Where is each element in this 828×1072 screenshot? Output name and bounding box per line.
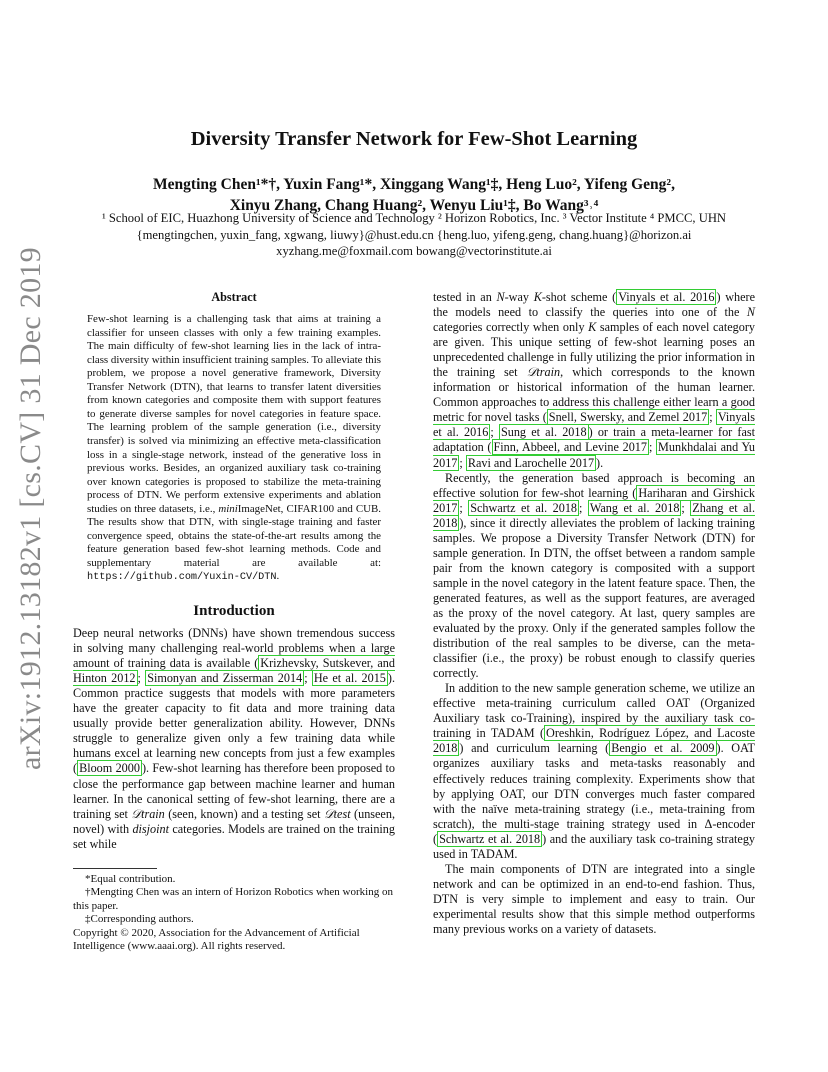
citation-link[interactable]: Vinyals et al. 2016 — [618, 290, 715, 304]
citation-separator: ; — [579, 500, 588, 515]
arxiv-identifier-stamp: arXiv:1912.13182v1 [cs.CV] 31 Dec 2019 — [14, 247, 47, 770]
abstract-text-a: Few-shot learning is a challenging task that aims at training a classifier for unseen classes with only a few training examples. The main difficulty of few-shot learning lies in the lack of intra-class diversity within insufficient training samples. To alleviate this problem, we propose a novel generative framework, Diversity Transfer Network (DTN), that learns to transfer latent diversities from known categories and composite them with support features to generate diverse samples for novel categories in feature space. The learning problem of the sample generation (i.e., diversity transfer) is solved via minimizing an effective meta-classification loss in a single-stage network, instead of the generative loss in previous works. Besides, an organized auxiliary task co-training over known categories is proposed to stabilize the meta-training process of DTN. We perform extensive experiments and ablation studies on three datasets, i.e., — [87, 313, 381, 515]
training-set-symbol: 𝒟train — [526, 365, 561, 380]
right-paragraph-1 — [433, 290, 755, 471]
body-text: ) and curriculum learning ( — [459, 741, 610, 756]
body-text: ) and the auxiliary task co-training strategy used in TADAM. — [433, 831, 756, 861]
left-column — [73, 290, 395, 852]
citation-separator: ; — [490, 425, 499, 440]
citation-separator: ; — [459, 500, 469, 515]
body-text: -way — [504, 290, 534, 304]
introduction-heading: Introduction — [193, 602, 275, 619]
citation-separator: ; — [648, 440, 657, 455]
copyright-notice: Copyright © 2020, Association for the Advancement of Artificial Intelligence (www.aaai.org). All rights reserved. — [73, 926, 360, 953]
math-k: K — [533, 290, 542, 304]
body-text: Recently, the generation based approach is becoming an effective solution for few-shot learning ( — [433, 470, 755, 500]
citation-link[interactable]: Oreshkin, Rodríguez López, and Lacoste 2018 — [433, 726, 756, 756]
code-url-link[interactable]: https://github.com/Yuxin-CV/DTN — [87, 572, 277, 584]
affiliation-line-1: ¹ School of EIC, Huazhong University of Science and Technology ² Horizon Robotics, Inc. ³ Vector Institute ⁴ PMCC, UHN — [101, 211, 727, 225]
right-paragraph-2 — [433, 471, 755, 682]
citation-separator: ; — [709, 410, 716, 425]
intro-text: ). Few-shot learning has therefore been proposed to close the performance gap between machine learner and human learner. In the canonical setting of few-shot learning, there are a training set — [73, 761, 395, 821]
intro-paragraph-1 — [73, 626, 395, 852]
affiliations — [40, 210, 788, 260]
right-paragraph-4: The main components of DTN are integrated into a single network and can be optimized in an end-to-end fashion. Thus, DTN is very simple to implement and easy to train. Our experimental results show that this simple method outperforms many previous works on a variety of datasets. — [433, 861, 755, 936]
body-text: categories correctly when only — [433, 320, 589, 335]
body-text: ) where the models need to classify the queries into one of the — [433, 290, 755, 320]
citation-link[interactable]: Hariharan and Girshick 2017 — [433, 485, 755, 515]
right-column — [433, 290, 755, 937]
citation-link[interactable]: Krizhevsky, Sutskever, and Hinton 2012 — [73, 656, 395, 686]
intro-text: Deep neural networks (DNNs) have shown tremendous success in solving many challenging real-world problems when a large amount of training data is available ( — [73, 626, 395, 671]
citation-separator: ; — [681, 500, 691, 515]
body-text: ) or train a meta-learner for fast adaptation ( — [433, 425, 755, 455]
citation-link[interactable]: Simonyan and Zisserman 2014 — [147, 671, 303, 686]
abstract-mini-italic: mini — [218, 502, 238, 515]
abstract-heading: Abstract — [211, 290, 257, 304]
author-line-2: Xinyu Zhang, Chang Huang², Wenyu Liu¹‡, Bo Wang³˒⁴ — [229, 197, 599, 214]
citation-link[interactable]: Schwartz et al. 2018 — [470, 500, 578, 515]
intro-text: (unseen, novel) with — [73, 806, 395, 836]
abstract-text-end: . — [276, 570, 280, 583]
citation-link[interactable]: Bengio et al. 2009 — [611, 741, 715, 756]
math-n: N — [746, 305, 755, 320]
math-n: N — [496, 290, 505, 304]
citation-link[interactable]: Ravi and Larochelle 2017 — [467, 455, 595, 470]
abstract-text-b: ImageNet, CIFAR100 and CUB. The results show that DTN, with single-stage training and faster convergence speed, obtains the state-of-the-art results among the feature generation based few-shot learning methods. Code and supplementary material are available at: — [87, 502, 381, 569]
paper-title: Diversity Transfer Network for Few-Shot Learning — [190, 128, 638, 150]
body-text: ), since it directly alleviates the problem of lacking training samples. We propose a Diversity Transfer Network (DTN) for sample generation. In DTN, the offset between a random sample pair from the known category is composited with a support sample in the novel category in the latent feature space. Then, the generated features, as well as the support features, are averaged as the proxy of the novel category. At last, query samples are evaluated by the proxy. Only if the generated samples follow the distribution of the real samples to be diverse, can the meta-classifier (i.e., the proxy) be robust enough to classify queries correctly. — [433, 515, 755, 681]
citation-link[interactable]: Munkhdalai and Yu 2017 — [433, 440, 755, 470]
footnotes — [73, 868, 395, 964]
body-text: samples of each novel category are given. This unique setting of few-shot learning poses an unprecedented challenge in fully utilizing the prior information in the training set — [433, 320, 755, 380]
disjoint-italic: disjoint — [132, 821, 170, 836]
citation-separator: ; — [459, 455, 466, 470]
intro-text: (seen, known) and a testing set — [164, 806, 324, 821]
body-text: , which corresponds to the known information or historical information of the human learner. Common approaches to address this challenge either learn a good metric for novel tasks ( — [433, 365, 755, 425]
body-text: ). — [596, 455, 604, 470]
body-text: ). OAT organizes auxiliary tasks and meta-tasks reasonably and effectively reduces training complexity. Experiments show that by applying OAT, our DTN converges much faster compared with the naïve meta-training strategy (i.e., meta-training from scratch), the multi-stage training strategy used in Δ-encoder ( — [433, 741, 755, 846]
citation-link[interactable]: Finn, Abbeel, and Levine 2017 — [493, 440, 647, 455]
author-line-1: Mengting Chen¹*†, Yuxin Fang¹*, Xinggang Wang¹‡, Heng Luo², Yifeng Geng², — [153, 176, 675, 193]
math-k: K — [588, 320, 597, 335]
footnote-equal-contribution: *Equal contribution. — [85, 873, 176, 885]
citation-link[interactable]: Wang et al. 2018 — [589, 500, 680, 515]
body-text: In addition to the new sample generation scheme, we utilize an effective meta-training curriculum called OAT (Organized Auxiliary task co-Training), inspired by the auxiliary task co-training in TADAM ( — [433, 681, 755, 741]
footnote-divider — [73, 868, 157, 869]
testing-set-symbol: 𝒟test — [323, 806, 351, 821]
citation-separator: ; — [304, 671, 312, 686]
citation-link[interactable]: He et al. 2015 — [313, 671, 386, 686]
footnote-corresponding: ‡Corresponding authors. — [85, 913, 194, 926]
right-paragraph-3 — [433, 681, 755, 862]
citation-link[interactable]: Zhang et al. 2018 — [433, 500, 755, 530]
citation-link[interactable]: Schwartz et al. 2018 — [439, 831, 541, 846]
body-text: -shot scheme ( — [541, 290, 617, 304]
citation-separator: ; — [137, 671, 146, 686]
training-set-symbol: 𝒟train — [131, 806, 165, 821]
intro-text: categories. Models are trained on the training set while — [73, 821, 395, 851]
footnote-intern: †Mengting Chen was an intern of Horizon Robotics when working on this paper. — [73, 886, 393, 912]
citation-link[interactable]: Sung et al. 2018 — [500, 425, 587, 440]
citation-link[interactable]: Bloom 2000 — [79, 761, 140, 776]
affiliation-line-2: {mengtingchen, yuxin_fang, xgwang, liuwy}@hust.edu.cn {heng.luo, yifeng.geng, chang.huang}@horizon.ai — [136, 227, 692, 242]
abstract-body — [87, 313, 381, 585]
citation-link[interactable]: Snell, Swersky, and Zemel 2017 — [548, 410, 708, 425]
citation-link[interactable]: Vinyals et al. 2016 — [433, 410, 755, 440]
affiliation-line-3: xyzhang.me@foxmail.com bowang@vectorinstitute.ai — [276, 244, 552, 258]
intro-text: ). Common practice suggests that models with more parameters have the greater capacity to fit data and more training data usually provide better generalization ability. However, DNNs struggle to generalize given only a few training data while humans excel at learning new concepts from just a few examples ( — [73, 671, 396, 776]
body-text: tested in an — [433, 290, 497, 304]
